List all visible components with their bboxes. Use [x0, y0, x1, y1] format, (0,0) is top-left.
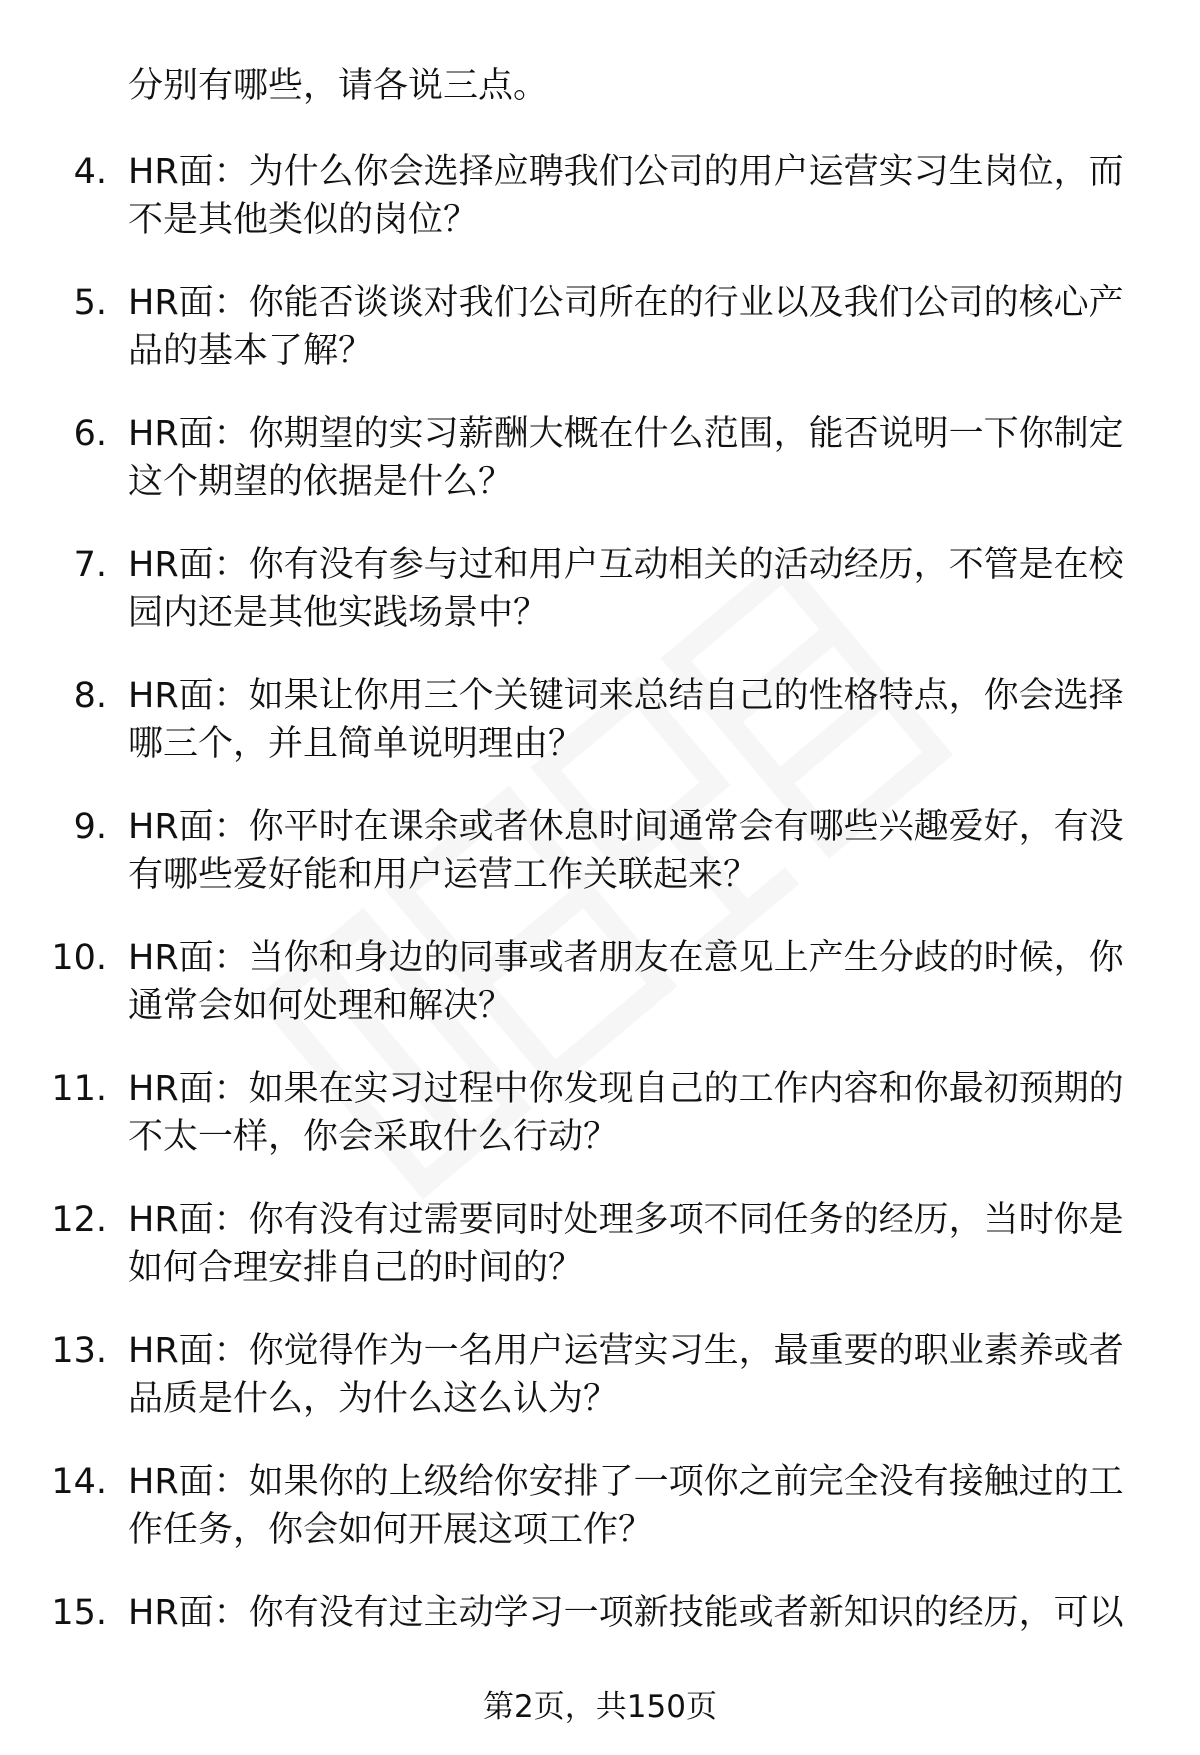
question-item — [0, 793, 1200, 924]
question-text — [128, 1065, 1158, 1161]
question-line: HR面：你觉得作为一名用户运营实习生，最重要的职业素养或者 — [128, 1331, 1124, 1371]
question-line: HR面：如果让你用三个关键词来总结自己的性格特点，你会选择 — [128, 676, 1124, 716]
question-number: 14. — [51, 1462, 107, 1502]
question-item — [0, 400, 1200, 531]
question-text — [128, 803, 1158, 899]
question-line: 哪三个，并且简单说明理由？ — [128, 724, 584, 764]
question-item — [0, 1055, 1200, 1186]
question-number: 13. — [51, 1331, 107, 1371]
question-item — [0, 662, 1200, 793]
question-item — [0, 1186, 1200, 1317]
question-item — [0, 269, 1200, 400]
question-number: 4. — [73, 152, 107, 192]
question-text — [128, 1327, 1158, 1423]
question-line: 品的基本了解？ — [128, 331, 374, 371]
question-line: 如何合理安排自己的时间的？ — [128, 1248, 584, 1288]
question-text — [128, 1589, 1158, 1637]
question-line: 不太一样，你会采取什么行动？ — [128, 1117, 619, 1157]
question-line: HR面：为什么你会选择应聘我们公司的用户运营实习生岗位，而 — [128, 152, 1124, 192]
question-line: HR面：你有没有参与过和用户互动相关的活动经历，不管是在校 — [128, 545, 1124, 585]
question-line: 作任务，你会如何开展这项工作？ — [128, 1510, 654, 1550]
question-line: 通常会如何处理和解决？ — [128, 986, 514, 1026]
question-number: 12. — [51, 1200, 107, 1240]
question-number: 6. — [73, 414, 107, 454]
question-number: 15. — [51, 1593, 107, 1633]
question-number: 10. — [51, 938, 107, 978]
question-line: HR面：当你和身边的同事或者朋友在意见上产生分歧的时候，你 — [128, 938, 1124, 978]
question-line: 园内还是其他实践场景中？ — [128, 593, 549, 633]
question-number: 9. — [73, 807, 107, 847]
question-line: HR面：你平时在课余或者休息时间通常会有哪些兴趣爱好，有没 — [128, 807, 1124, 847]
question-item — [0, 1317, 1200, 1448]
question-text — [128, 148, 1158, 244]
question-item — [0, 1448, 1200, 1579]
question-number: 11. — [51, 1069, 107, 1109]
question-line: HR面：你有没有过主动学习一项新技能或者新知识的经历，可以 — [128, 1593, 1124, 1633]
question-number: 7. — [73, 545, 107, 585]
question-item — [0, 138, 1200, 269]
question-text — [128, 1196, 1158, 1292]
question-line: 有哪些爱好能和用户运营工作关联起来？ — [128, 855, 759, 895]
question-text — [128, 934, 1158, 1030]
question-item — [0, 531, 1200, 662]
question-list — [0, 138, 1200, 1710]
question-line: 这个期望的依据是什么？ — [128, 462, 514, 502]
question-line: HR面：如果在实习过程中你发现自己的工作内容和你最初预期的 — [128, 1069, 1124, 1109]
question-text — [128, 541, 1158, 637]
question-text — [128, 279, 1158, 375]
question-number: 8. — [73, 676, 107, 716]
question-line: HR面：你能否谈谈对我们公司所在的行业以及我们公司的核心产 — [128, 283, 1124, 323]
question-line: HR面：你有没有过需要同时处理多项不同任务的经历，当时你是 — [128, 1200, 1124, 1240]
question-line: HR面：如果你的上级给你安排了一项你之前完全没有接触过的工 — [128, 1462, 1124, 1502]
page-number-footer: 第2页，共150页 — [483, 1689, 717, 1725]
question-text — [128, 410, 1158, 506]
question-text — [128, 672, 1158, 768]
question-number: 5. — [73, 283, 107, 323]
continuation-line: 分别有哪些，请各说三点。 — [128, 66, 549, 106]
question-line: 品质是什么，为什么这么认为？ — [128, 1379, 619, 1419]
question-text — [128, 1458, 1158, 1554]
question-line: 不是其他类似的岗位？ — [128, 200, 479, 240]
question-item — [0, 924, 1200, 1055]
question-line: HR面：你期望的实习薪酬大概在什么范围，能否说明一下你制定 — [128, 414, 1124, 454]
